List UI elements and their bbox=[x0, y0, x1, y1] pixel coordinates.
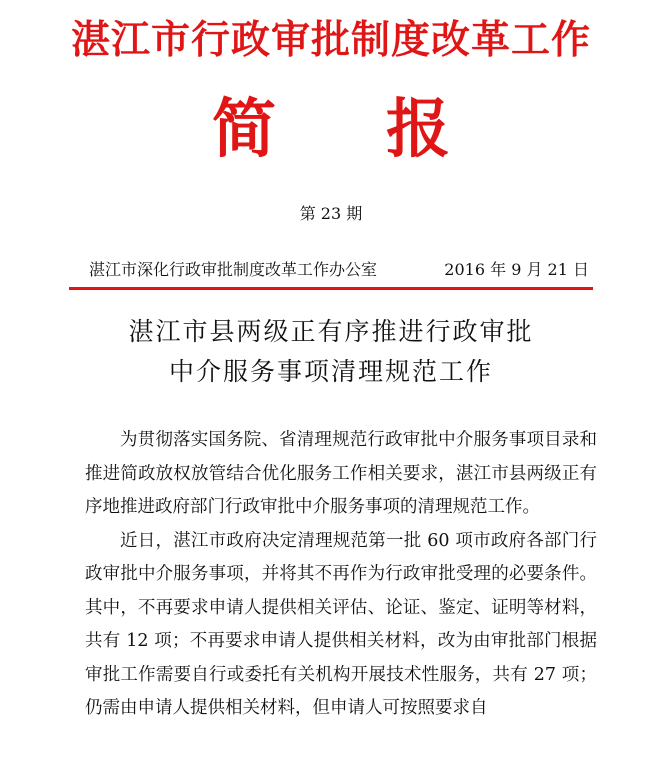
issuing-office: 湛江市深化行政审批制度改革工作办公室 bbox=[89, 260, 378, 279]
issue-number: 第 23 期 bbox=[299, 204, 363, 223]
article-paragraph: 为贯彻落实国务院、省清理规范行政审批中介服务事项目录和推进简政放权放管结合优化服务工作相关要求，湛江市县两级正有序地推进政府部门行政审批中介服务事项的清理规范工作。 bbox=[85, 430, 597, 517]
bulletin-char-bao: 报 bbox=[386, 93, 450, 167]
article-title-line: 湛江市县两级正有序推进行政审批 bbox=[128, 317, 534, 346]
article-title-line: 中介服务事项清理规范工作 bbox=[168, 357, 493, 386]
masthead-title: 湛江市行政审批制度改革工作 bbox=[70, 18, 591, 63]
article-body bbox=[85, 424, 597, 726]
article-paragraph: 近日，湛江市政府决定清理规范第一批 60 项市政府各部门行政审批中介服务事项，并将其不再作为行政审批受理的必要条件。其中，不再要求申请人提供相关评估、论证、鉴定、证明等材料，共有 12 项；不再要求申请人提供相关材料，改为由审批部门根据审批工作需要自行或委托有关机构开展技术性服务，共有 27 项；仍需由申请人提供相关材料，但申请人可按照要求自 bbox=[85, 530, 597, 718]
issue-date: 2016 年 9 月 21 日 bbox=[444, 260, 589, 279]
byline bbox=[89, 259, 589, 281]
bulletin-title bbox=[0, 90, 662, 170]
red-divider-rule bbox=[69, 287, 593, 290]
article-title bbox=[0, 312, 662, 392]
bulletin-char-jian: 简 bbox=[212, 93, 276, 167]
